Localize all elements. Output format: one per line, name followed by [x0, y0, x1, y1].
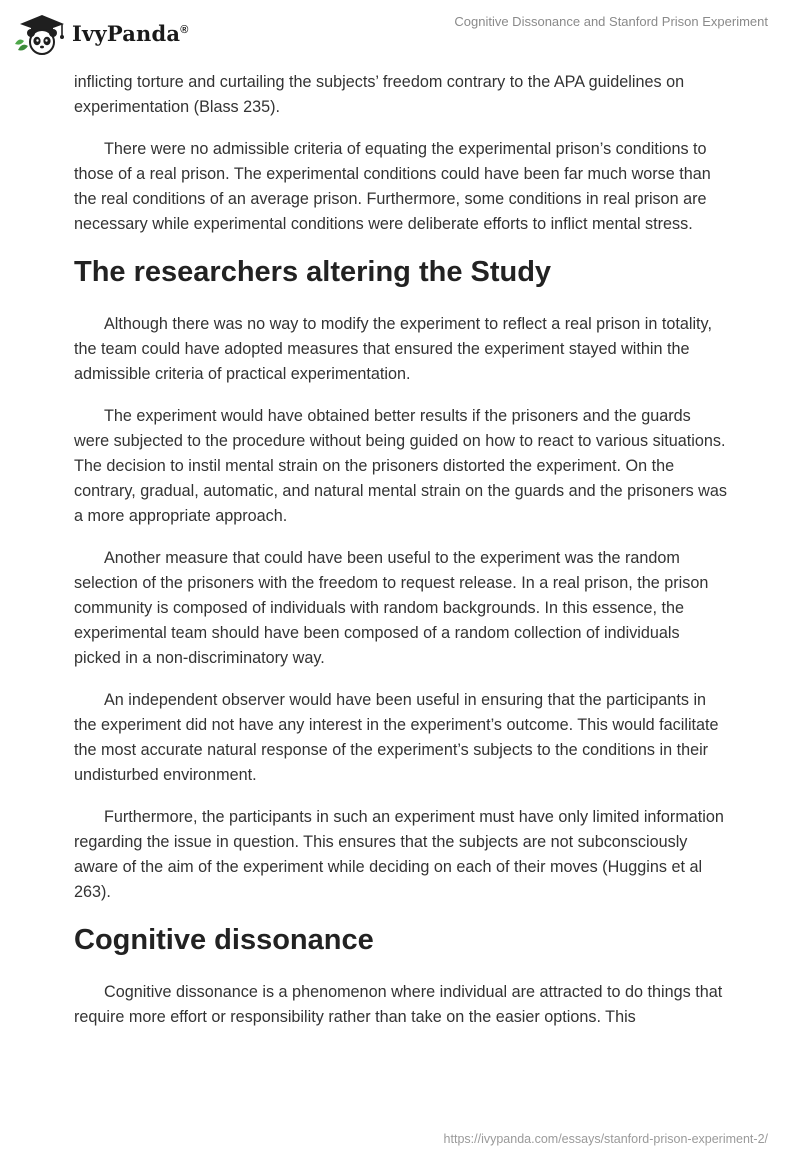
paragraph: There were no admissible criteria of equating the experimental prison’s conditions to those of a real prison. The experimental conditions could have been far much worse than the real conditions of an average prison. Furthermore, some conditions in real prison are necessary while experimental conditions were deliberate efforts to inflict mental stress.	[74, 140, 711, 233]
source-url-link[interactable]: https://ivypanda.com/essays/stanford-prison-experiment-2/	[443, 1132, 768, 1146]
document-title: Cognitive Dissonance and Stanford Prison Experiment	[454, 14, 768, 29]
section-heading: Cognitive dissonance	[74, 924, 374, 956]
paragraph: inflicting torture and curtailing the subjects’ freedom contrary to the APA guidelines on experimentation (Blass 235).	[74, 73, 685, 116]
panda-graduate-icon	[12, 10, 68, 56]
ivypanda-logo[interactable]	[12, 10, 189, 56]
paragraph: Another measure that could have been useful to the experiment was the random selection of the prisoners with the freedom to request release. In a real prison, the prison community is composed of individuals with random backgrounds. In this essence, the experimental team should have been composed of a random collection of individuals picked in a non-discriminatory way.	[74, 549, 709, 667]
logo-wordmark: IvyPanda®	[72, 20, 189, 46]
section-heading: The researchers altering the Study	[74, 256, 552, 288]
paragraph: The experiment would have obtained better results if the prisoners and the guards were subjected to the procedure without being guided on how to react to various situations. The decision to instil mental strain on the prisoners distorted the experiment. On the contrary, gradual, automatic, and natural mental strain on the guards and the prisoners was a more appropriate approach.	[74, 407, 727, 525]
paragraph: An independent observer would have been useful in ensuring that the participants in the experiment did not have any interest in the experiment’s outcome. This would facilitate the most accurate natural response of the experiment’s subjects to the conditions in their undisturbed environment.	[74, 691, 719, 784]
paragraph: Although there was no way to modify the experiment to reflect a real prison in totality, the team could have adopted measures that ensured the experiment stayed within the admissible criteria of practical experimentation.	[74, 315, 712, 383]
paragraph: Cognitive dissonance is a phenomenon where individual are attracted to do things that require more effort or responsibility rather than take on the easier options. This	[74, 983, 723, 1026]
paragraph: Furthermore, the participants in such an experiment must have only limited information regarding the issue in question. This ensures that the subjects are not subconsciously aware of the aim of the experiment while deciding on each of their moves (Huggins et al 263).	[74, 808, 724, 901]
page-header	[0, 0, 800, 64]
essay-body	[74, 70, 730, 1047]
